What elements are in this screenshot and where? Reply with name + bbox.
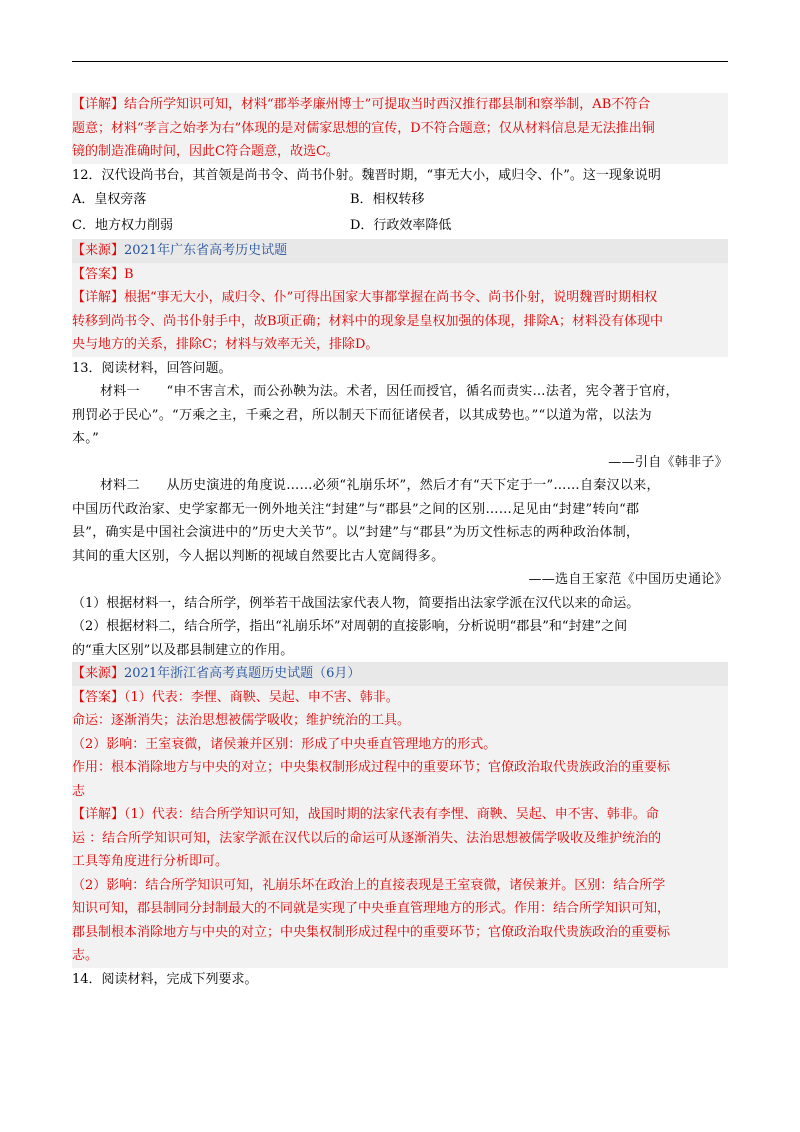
material-text: 刑罚必于民心”。“万乘之主，千乘之君，所以制天下而征诸侯者，以其成势也。”“以道为常，以法为	[72, 407, 652, 423]
material-1	[72, 380, 728, 474]
q13-questions	[72, 592, 728, 663]
detail-text: 根据“事无大小，咸归令、仆”可得出国家大事都掌握在尚书令、尚书仆射，说明魏晋时期相权	[124, 290, 658, 305]
q12-options-row-2	[72, 213, 728, 239]
material-text: 材料二 从历史演进的角度说……必须“礼崩乐坏”，然后才有“天下定于一”……自秦汉以来，	[100, 478, 660, 493]
option-d: D．行政效率降低	[350, 218, 452, 233]
material-text: 其间的重大区别，今人据以判断的视域自然要比古人宽阔得多。	[72, 548, 445, 564]
detail-text: 题意；材料“孝言之始孝为右”体现的是对儒家思想的宣传，D不符合题意；仅从材料信息是无法推出铜	[72, 120, 655, 136]
material-text: 中国历代政治家、史学家都无一例外地关注“封建”与“郡县”之间的区别……足见由“封建”转向“郡	[72, 501, 640, 517]
answer-text: 作用：根本消除地方与中央的对立；中央集权制形成过程中的重要环节；官僚政治取代贵族政治的重要标	[72, 760, 671, 775]
q11-detail-box	[72, 93, 728, 164]
detail-text: （2）影响：结合所学知识可知，礼崩乐坏在政治上的直接表现是王室衰微，诸侯兼并。区别：结合所学	[72, 877, 666, 893]
detail-text: 转移到尚书令、尚书仆射手中，故B项正确；材料中的现象是皇权加强的体现，排除A；材料没有体现中	[72, 313, 663, 329]
question-text: 的“重大区别”以及郡县制建立的作用。	[72, 642, 294, 658]
option-b: B．相权转移	[350, 192, 425, 207]
answer-text: 志	[72, 783, 86, 799]
detail-text: 郡县制根本消除地方与中央的对立；中央集权制形成过程中的重要环节；官僚政治取代贵族政治的重要标	[72, 924, 671, 940]
question-text: （2）根据材料二，结合所学，指出“礼崩乐坏”对周朝的直接影响，分析说明“郡县”和“封建”之间	[72, 619, 628, 634]
answer-tag: 【答案】	[72, 689, 125, 705]
q12-stem: 12．汉代设尚书台，其首领是尚书令、尚书仆射。魏晋时期，“事无大小，咸归令、仆”。这一现象说明	[72, 167, 661, 183]
detail-text: 镜的制造准确时间，因此C符合题意，故选C。	[72, 144, 339, 159]
q12-answer-detail-box	[72, 263, 728, 357]
material-2	[72, 474, 728, 592]
material-text: 县”，确实是中国社会演进中的”历史大关节”。以”封建”与“郡县”为历文性标志的两种政治体制，	[72, 525, 640, 540]
source-tag: 【来源】	[72, 243, 125, 258]
source-text: 2021年浙江省高考真题历史试题（6月）	[124, 666, 361, 681]
detail-text: 工具等角度进行分析即可。	[72, 854, 229, 869]
material-text: 本。”	[72, 431, 100, 446]
answer-tag: 【答案】	[72, 266, 125, 282]
page-content	[72, 93, 728, 991]
detail-text: 运 ：结合所学知识可知，法家学派在汉代以后的命运可从逐渐消失、法治思想被儒学吸收及维护统治的	[72, 830, 662, 846]
answer-text: B	[124, 266, 134, 282]
q14-stem: 14．阅读材料，完成下列要求。	[72, 971, 258, 987]
header-rule	[72, 61, 728, 62]
option-c: C．地方权力削弱	[72, 218, 173, 233]
source-text: 2021年广东省高考历史试题	[124, 243, 288, 258]
material-citation: ——引自《韩非子》	[608, 454, 728, 470]
detail-text: 知识可知，郡县制同分封制最大的不同就是实现了中央垂直管理地方的形式。作用：结合所学知识可知，	[72, 901, 671, 916]
q13-answer-box	[72, 686, 728, 804]
answer-text: 命运：逐渐消失；法治思想被儒学吸收；维护统治的工具。	[72, 713, 411, 728]
detail-text: （1）代表：结合所学知识可知，战国时期的法家代表有李悝、商鞅、吴起、申不害、韩非。命	[124, 807, 659, 822]
q13-source	[72, 662, 728, 686]
detail-text: 结合所学知识可知，材料“郡举孝廉州博士”可提取当时西汉推行郡县制和察举制，AB不符合	[124, 97, 651, 112]
detail-tag: 【详解】	[72, 807, 125, 822]
detail-text: 志。	[72, 948, 99, 963]
answer-text: （2）影响：王室衰微，诸侯兼并区别：形成了中央垂直管理地方的形式。	[72, 736, 497, 752]
q13-detail-box	[72, 803, 728, 968]
detail-tag: 【详解】	[72, 290, 125, 305]
q12-source	[72, 239, 728, 263]
q12-options-row-1	[72, 187, 728, 213]
option-a: A．皇权旁落	[72, 192, 147, 207]
q13-stem: 13．阅读材料，回答问题。	[72, 360, 232, 376]
material-citation: ——选自王家范《中国历史通论》	[528, 572, 728, 587]
source-tag: 【来源】	[72, 666, 125, 681]
material-text: 材料一 “申不害言术，而公孙鞅为法。术者，因任而授官，循名而责实…法者，宪令著于官府，	[100, 384, 679, 399]
detail-tag: 【详解】	[72, 97, 125, 112]
detail-text: 央与地方的关系，排除C；材料与效率无关，排除D。	[72, 337, 379, 352]
question-text: （1）根据材料一，结合所学，例举若干战国法家代表人物，简要指出法家学派在汉代以来的命运。	[72, 595, 640, 611]
answer-text: （1）代表：李悝、商鞅、吴起、申不害、韩非。	[124, 689, 399, 705]
